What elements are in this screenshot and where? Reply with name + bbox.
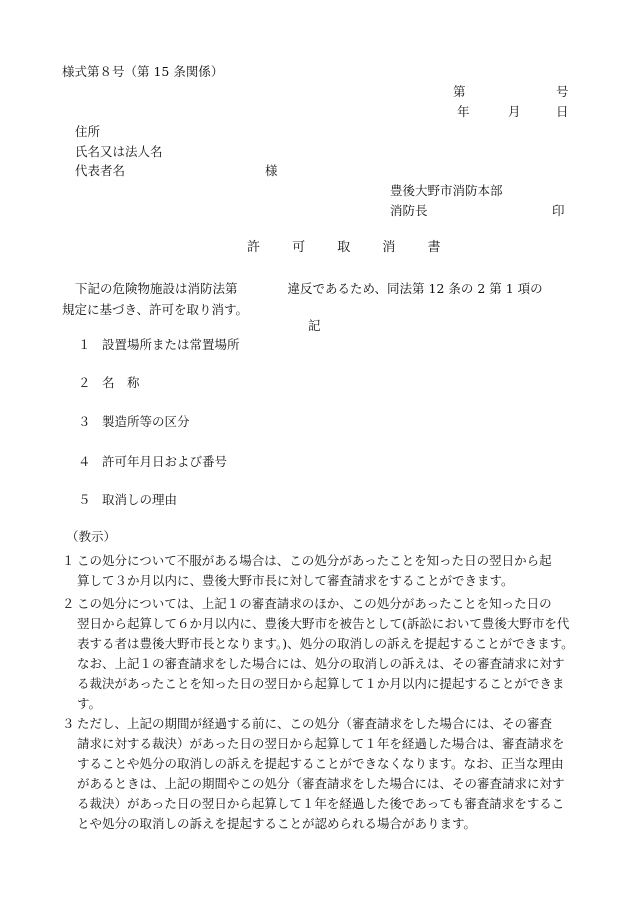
list-item: [78, 456, 227, 469]
ki-heading: 記: [308, 318, 321, 333]
body-line-1: [62, 278, 572, 299]
list-item: [78, 377, 140, 390]
item-label: 許可年月日および番号: [102, 454, 228, 469]
item-number: ２: [78, 375, 91, 390]
list-item: [78, 494, 177, 507]
body-text-before-blank: 下記の危険物施設は消防法第: [75, 281, 238, 296]
date-year-label: 年: [457, 104, 470, 119]
item-number: ４: [78, 454, 91, 469]
notice-line: 表する者は豊後大野市長となります。)、処分の取消しの訴えを提起することができます。: [77, 636, 574, 651]
item-label: 設置場所または常置場所: [102, 337, 240, 352]
notice-line: る裁決）があった日の翌日から起算して１年を経過した後であっても審査請求をするこ: [77, 796, 565, 811]
notice-line: することや処分の取消しの訴えを提起することができなくなります。なお、正当な理由: [77, 756, 564, 771]
notice-line: [62, 714, 572, 734]
notice-number: １: [62, 553, 75, 568]
issuer-organization: 豊後大野市消防本部: [390, 183, 503, 198]
item-number: ３: [78, 414, 91, 429]
date-day-label: 日: [556, 104, 569, 119]
addressee-name-label: 氏名又は法人名: [75, 144, 163, 159]
notice-line: とや処分の取消しの訴えを提起することが認められる場合があります。: [77, 816, 477, 831]
addressee-representative-label: 代表者名: [75, 163, 126, 178]
body-paragraph: [62, 278, 572, 320]
notice-line: 算して３か月以内に、豊後大野市長に対して審査請求をすることができます。: [77, 573, 514, 588]
item-label: 名 称: [102, 375, 140, 390]
body-text-after-blank: 違反であるため、同法第 12 条の 2 第 1 項の: [287, 281, 543, 296]
item-label: 取消しの理由: [102, 492, 178, 507]
notice-line: [62, 594, 572, 614]
notice-number: ３: [62, 716, 75, 731]
notice-line: 請求に対する裁決）があった日の翌日から起算して１年を経過した場合は、審査請求を: [77, 736, 565, 751]
list-item: [78, 416, 190, 429]
notice-paragraph-3: [62, 714, 572, 834]
document-title: 許 可 取 消 書: [247, 240, 455, 255]
notice-number: ２: [62, 596, 75, 611]
notice-line-text: ただし、上記の期間が経過する前に、この処分（審査請求をした場合には、その審査: [77, 716, 553, 731]
addressee-honorific: 様: [265, 163, 278, 178]
notice-line: があるときは、上記の期間やこの処分（審査請求をした場合には、その審査請求に対す: [77, 776, 565, 791]
document-number-suffix: 号: [556, 84, 569, 99]
item-number: １: [78, 337, 91, 352]
date-month-label: 月: [508, 104, 521, 119]
seal-mark: 印: [552, 203, 565, 218]
notice-line-text: この処分について不服がある場合は、この処分があったことを知った日の翌日から起: [77, 553, 552, 568]
item-number: ５: [78, 492, 91, 507]
notice-line: す。: [77, 696, 102, 711]
addressee-address-label: 住所: [75, 124, 101, 139]
item-label: 製造所等の区分: [102, 414, 190, 429]
notice-line-text: この処分については、上記１の審査請求のほか、この処分があったことを知った日の: [77, 596, 552, 611]
form-number: 様式第８号（第 15 条関係）: [62, 64, 224, 79]
issuer-title: 消防長: [390, 203, 428, 218]
notice-paragraph-2: [62, 594, 572, 714]
body-line-2: 規定に基づき、許可を取り消す。: [62, 302, 249, 317]
notice-line: る裁決があったことを知った日の翌日から起算して１か月以内に提起することができま: [77, 676, 565, 691]
list-item: [78, 339, 240, 352]
document-number-prefix: 第: [453, 84, 466, 99]
notice-line: 翌日から起算して６か月以内に、豊後大野市を被告として(訴訟において豊後大野市を代: [77, 616, 570, 631]
notice-heading: （教示）: [66, 529, 117, 544]
notice-line: なお、上記１の審査請求をした場合には、処分の取消しの訴えは、その審査請求に対す: [77, 656, 565, 671]
notice-paragraph-1: [62, 551, 572, 591]
notice-line: [62, 551, 572, 571]
